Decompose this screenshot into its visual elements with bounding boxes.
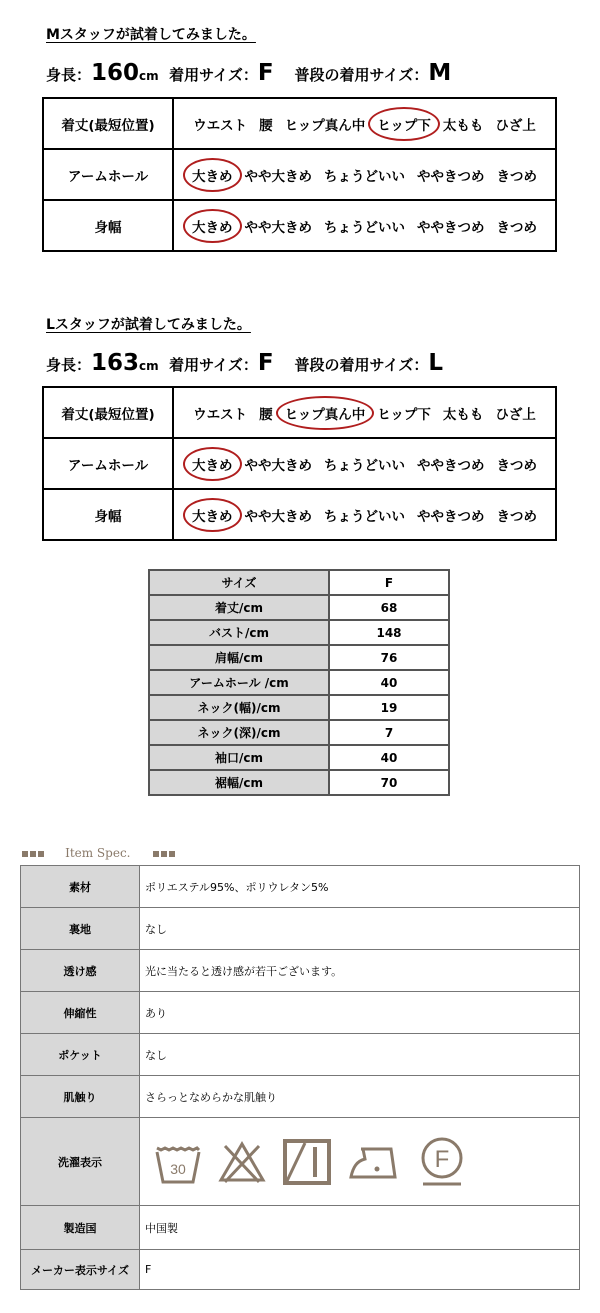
fit-option: ヒップ下 xyxy=(377,406,431,423)
spec-value: なし xyxy=(140,908,580,950)
size-value: F xyxy=(257,60,274,86)
spec-key: メーカー表示サイズ xyxy=(21,1250,140,1290)
size-row xyxy=(149,645,449,670)
fit-option: ややきつめ xyxy=(417,219,485,236)
fit-option: ややきつめ xyxy=(417,457,485,474)
size-row xyxy=(149,720,449,745)
fit-option: きつめ xyxy=(496,508,537,525)
fit-option: ウエスト xyxy=(193,406,248,423)
size-value: 70 xyxy=(329,770,449,795)
fit-row-options xyxy=(173,149,556,200)
spec-value: F xyxy=(140,1250,580,1290)
fit-row xyxy=(43,149,556,200)
size-key: ネック(幅)/cm xyxy=(149,695,329,720)
fit-option: 太もも xyxy=(442,406,484,423)
spec-row xyxy=(21,1076,580,1118)
size-label: 着用サイズ： xyxy=(169,66,258,84)
fit-row-options xyxy=(173,98,556,149)
size-header-label: サイズ xyxy=(149,570,329,595)
size-table xyxy=(148,569,450,796)
size-value: F xyxy=(257,350,274,376)
fit-option: やや大きめ xyxy=(244,457,312,474)
fit-option: ちょうどいい xyxy=(324,219,405,236)
size-key: 着丈/cm xyxy=(149,595,329,620)
fit-option: ひざ上 xyxy=(495,117,536,134)
size-key: 肩幅/cm xyxy=(149,645,329,670)
size-key: アームホール /cm xyxy=(149,670,329,695)
spec-row xyxy=(21,866,580,908)
size-header-row xyxy=(149,570,449,595)
spec-key: 裏地 xyxy=(21,908,140,950)
wash-30-icon xyxy=(153,1138,203,1186)
size-row xyxy=(149,670,449,695)
fit-row-options xyxy=(173,438,556,489)
spec-key: 製造国 xyxy=(21,1206,140,1250)
staff-l-stats xyxy=(46,350,443,376)
staff-m-stats xyxy=(46,60,451,86)
fit-row xyxy=(43,387,556,438)
size-row xyxy=(149,595,449,620)
spec-value: さらっとなめらかな肌触り xyxy=(140,1076,580,1118)
fit-option: きつめ xyxy=(496,168,537,185)
size-label: 着用サイズ： xyxy=(169,356,258,374)
fit-option: きつめ xyxy=(496,457,537,474)
height-value: 163 xyxy=(91,350,140,376)
staff-m-title: Mスタッフが試着してみました。 xyxy=(46,27,256,43)
spec-row xyxy=(21,992,580,1034)
staff-l-title: Lスタッフが試着してみました。 xyxy=(46,317,251,333)
fit-option: ウエスト xyxy=(193,117,248,134)
size-value: 148 xyxy=(329,620,449,645)
spec-key: 素材 xyxy=(21,866,140,908)
fit-option: ヒップ真ん中 xyxy=(284,117,366,134)
dry-clean-letter: F xyxy=(434,1145,450,1173)
fit-option: 太もも xyxy=(442,117,484,134)
size-value: 7 xyxy=(329,720,449,745)
fit-option-selected: 大きめ xyxy=(190,213,235,239)
spec-row xyxy=(21,908,580,950)
staff-l-fit-table xyxy=(42,386,557,541)
height-label: 身長： xyxy=(46,356,92,374)
size-row xyxy=(149,620,449,645)
staff-m-fit-table xyxy=(42,97,557,252)
spec-row xyxy=(21,950,580,992)
spec-value: あり xyxy=(140,992,580,1034)
spec-key: 肌触り xyxy=(21,1076,140,1118)
height-value: 160 xyxy=(91,60,140,86)
spec-value xyxy=(140,1118,580,1206)
size-value: 40 xyxy=(329,670,449,695)
fit-row-label: 身幅 xyxy=(43,489,173,540)
no-bleach-icon xyxy=(217,1138,267,1186)
fit-option-selected: 大きめ xyxy=(190,451,235,477)
fit-row-label: 着丈(最短位置) xyxy=(43,98,173,149)
usual-size-label: 普段の着用サイズ： xyxy=(294,66,429,84)
spec-value: なし xyxy=(140,1034,580,1076)
size-key: 袖口/cm xyxy=(149,745,329,770)
height-unit: cm xyxy=(139,359,159,373)
fit-option-selected: 大きめ xyxy=(190,502,235,528)
size-value: 68 xyxy=(329,595,449,620)
spec-row xyxy=(21,1034,580,1076)
fit-row-label: アームホール xyxy=(43,149,173,200)
fit-option-selected: ヒップ下 xyxy=(375,111,433,137)
fit-row xyxy=(43,200,556,251)
fit-row-label: 身幅 xyxy=(43,200,173,251)
spec-key: 伸縮性 xyxy=(21,992,140,1034)
size-row xyxy=(149,745,449,770)
spec-key: 透け感 xyxy=(21,950,140,992)
fit-option: やや大きめ xyxy=(244,219,312,236)
size-key: バスト/cm xyxy=(149,620,329,645)
usual-size-value: L xyxy=(428,350,443,376)
fit-option: やや大きめ xyxy=(244,508,312,525)
size-value: 19 xyxy=(329,695,449,720)
fit-option: ややきつめ xyxy=(417,168,485,185)
fit-option: ちょうどいい xyxy=(324,168,405,185)
fit-row xyxy=(43,489,556,540)
care-icons xyxy=(145,1136,579,1188)
spec-row xyxy=(21,1206,580,1250)
spec-row xyxy=(21,1250,580,1290)
fit-row-options xyxy=(173,489,556,540)
dry-clean-f-icon xyxy=(417,1136,467,1188)
height-unit: cm xyxy=(139,69,159,83)
size-header-value: F xyxy=(329,570,449,595)
fit-option-selected: 大きめ xyxy=(190,162,235,188)
size-row xyxy=(149,770,449,795)
size-value: 40 xyxy=(329,745,449,770)
item-spec-heading xyxy=(22,846,177,860)
fit-option-selected: ヒップ真ん中 xyxy=(283,400,368,426)
item-spec-table xyxy=(20,865,580,1290)
fit-option: 腰 xyxy=(259,117,273,134)
fit-row-options xyxy=(173,200,556,251)
spec-value: 中国製 xyxy=(140,1206,580,1250)
fit-row-label: 着丈(最短位置) xyxy=(43,387,173,438)
spec-key: 洗濯表示 xyxy=(21,1118,140,1206)
fit-option: 腰 xyxy=(259,406,273,423)
fit-option: やや大きめ xyxy=(244,168,312,185)
spec-row xyxy=(21,1118,580,1206)
wash-temp-text: 30 xyxy=(170,1160,186,1177)
fit-row-label: アームホール xyxy=(43,438,173,489)
fit-option: ちょうどいい xyxy=(324,457,405,474)
spec-value: ポリエステル95%、ポリウレタン5% xyxy=(140,866,580,908)
fit-row xyxy=(43,98,556,149)
iron-low-icon xyxy=(347,1139,403,1185)
item-spec-label: Item Spec. xyxy=(65,846,131,860)
size-key: ネック(深)/cm xyxy=(149,720,329,745)
size-row xyxy=(149,695,449,720)
size-value: 76 xyxy=(329,645,449,670)
size-key: 裾幅/cm xyxy=(149,770,329,795)
height-label: 身長： xyxy=(46,66,92,84)
fit-option: ややきつめ xyxy=(417,508,485,525)
fit-row-options xyxy=(173,387,556,438)
usual-size-label: 普段の着用サイズ： xyxy=(294,356,429,374)
fit-option: ひざ上 xyxy=(495,406,536,423)
fit-option: ちょうどいい xyxy=(324,508,405,525)
usual-size-value: M xyxy=(428,60,452,86)
line-dry-icon xyxy=(281,1137,333,1187)
spec-value: 光に当たると透け感が若干ございます。 xyxy=(140,950,580,992)
fit-option: きつめ xyxy=(496,219,537,236)
fit-row xyxy=(43,438,556,489)
spec-key: ポケット xyxy=(21,1034,140,1076)
